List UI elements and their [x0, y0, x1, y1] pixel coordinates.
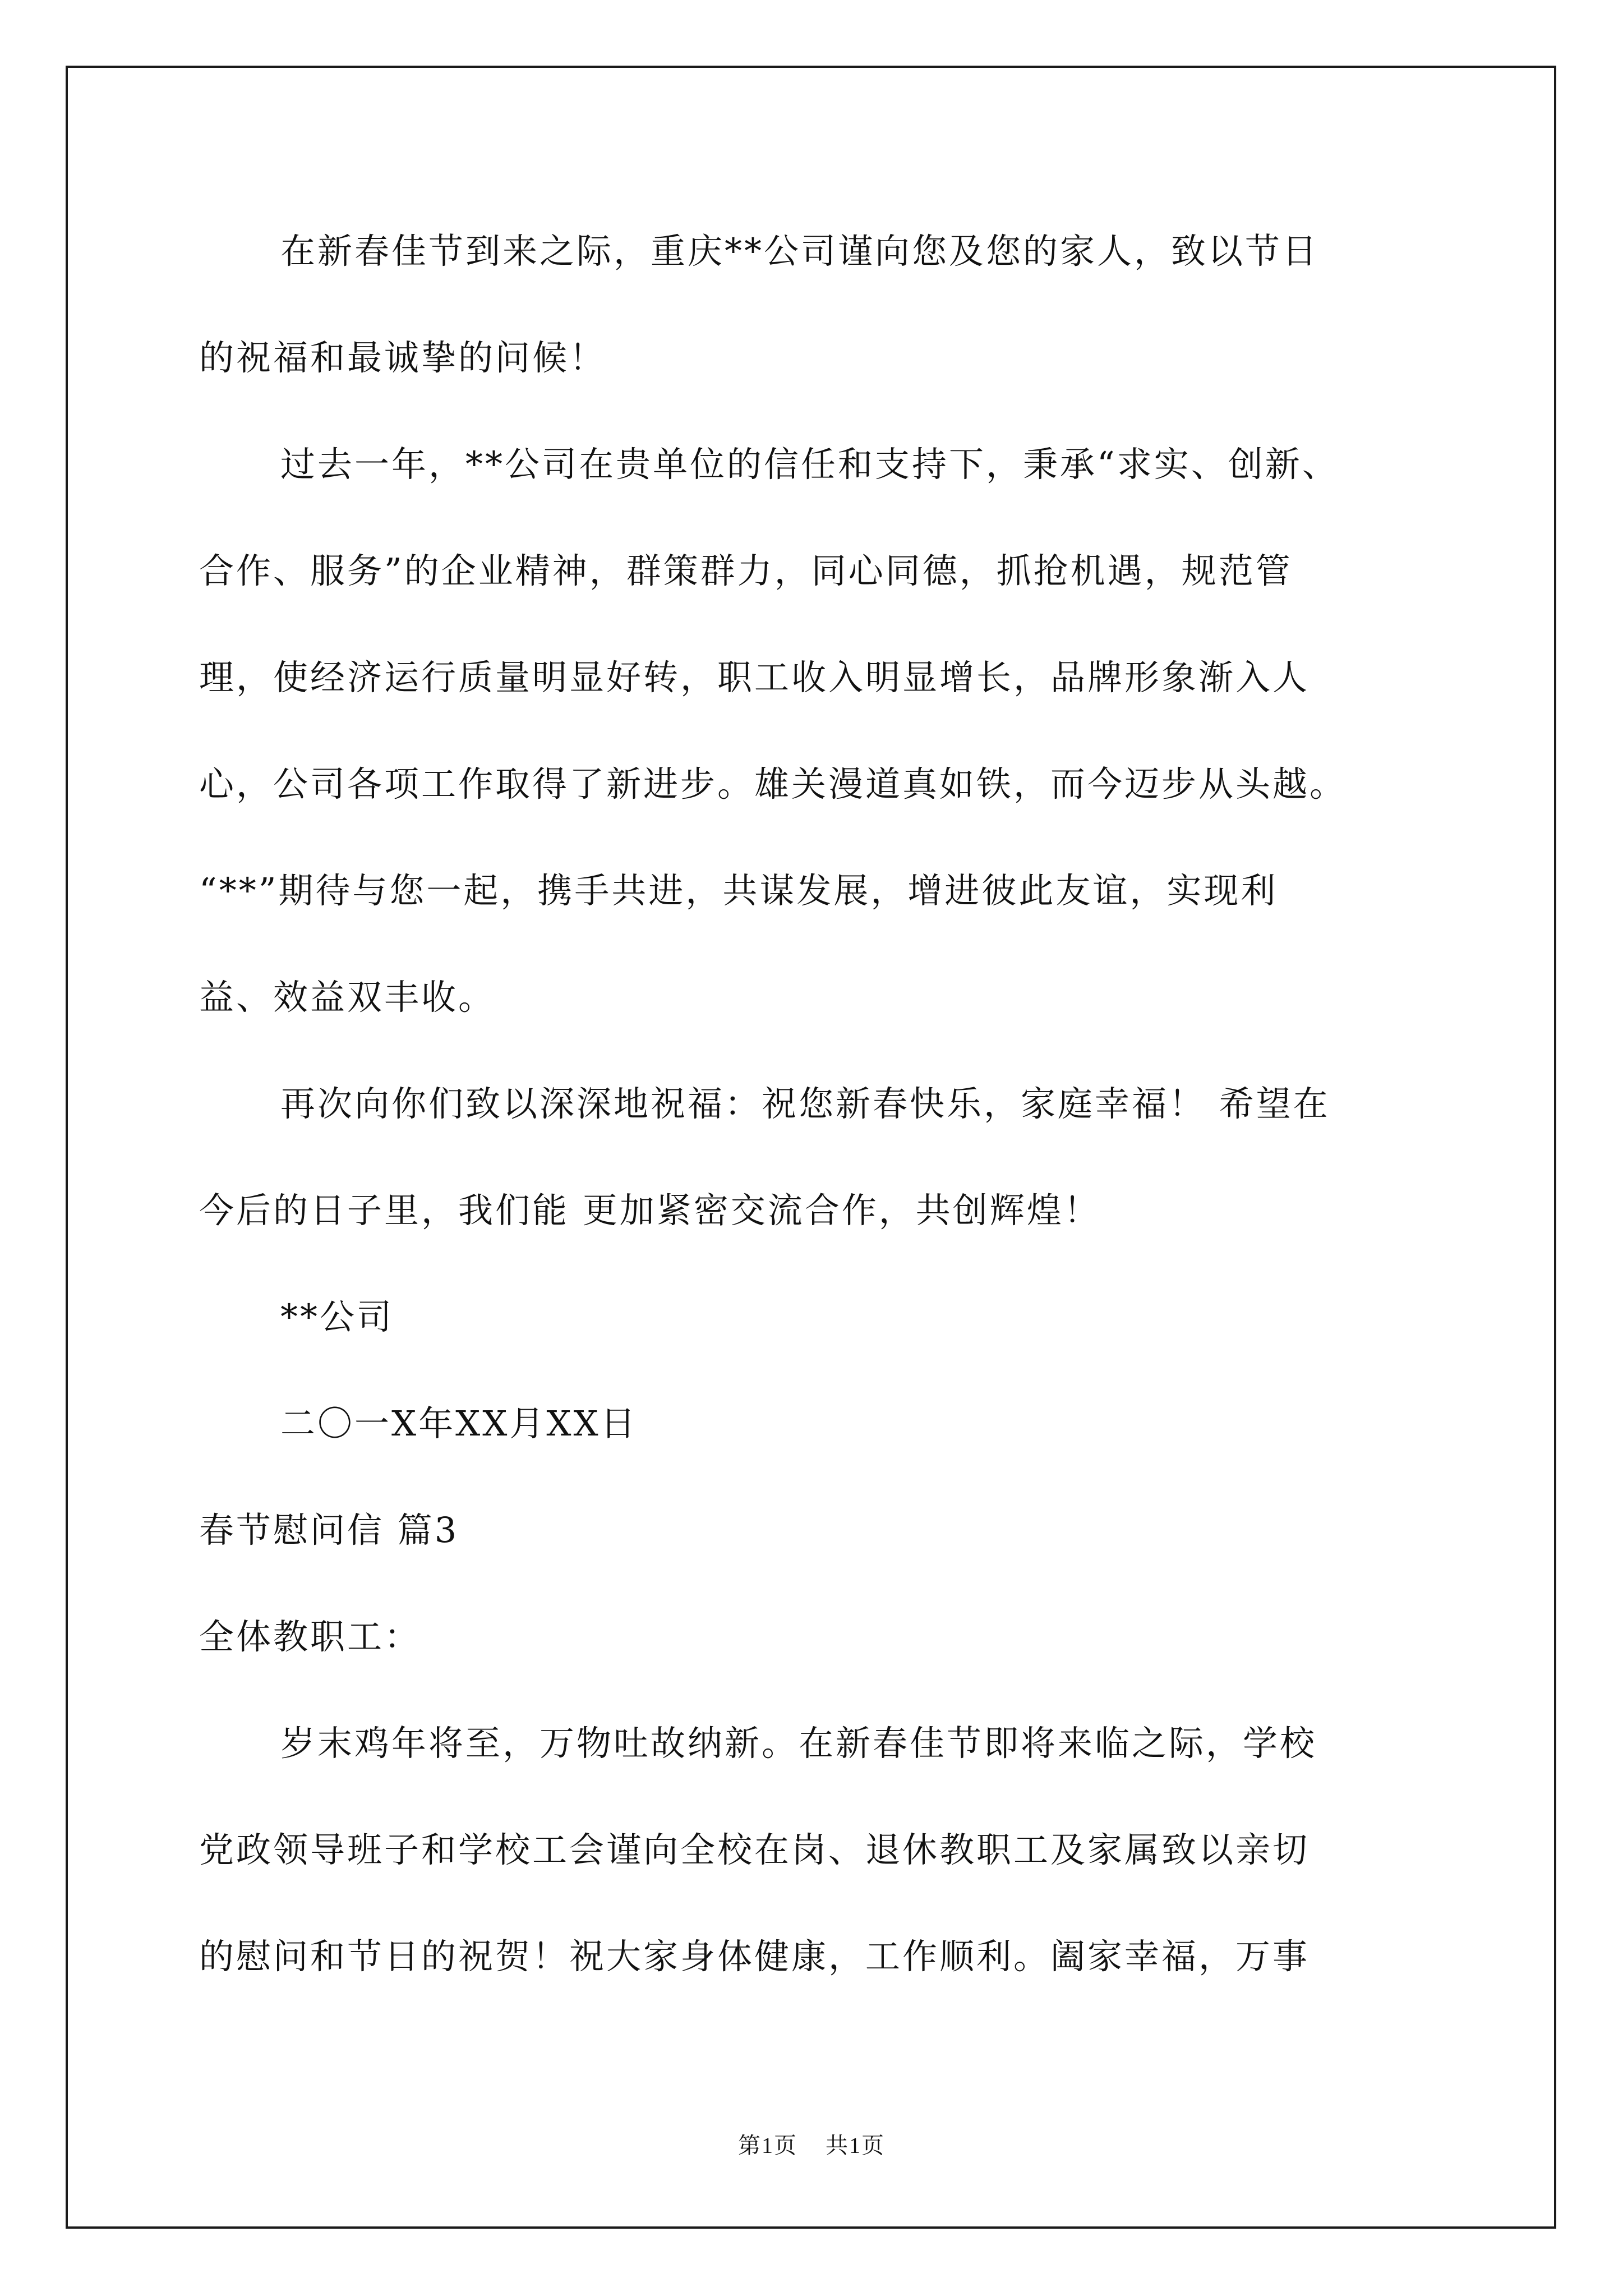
paragraph-1-line-2: 的祝福和最诚挚的问候！ — [199, 337, 607, 378]
page-number: 第1页 — [738, 2133, 797, 2158]
salutation: 全体教职工： — [199, 1616, 422, 1657]
paragraph-3-line-2: 今后的日子里，我们能 更加紧密交流合作，共创辉煌！ — [199, 1190, 1101, 1231]
paragraph-4-line-3: 的慰问和节日的祝贺！祝大家身体健康，工作顺利。阖家幸福，万事 — [199, 1936, 1310, 1977]
signature-company: **公司 — [280, 1296, 394, 1337]
section-heading: 春节慰问信 篇3 — [199, 1510, 459, 1550]
paragraph-2-line-2: 合作、服务”的企业精神，群策群力，同心同德，抓抢机遇，规范管 — [199, 550, 1293, 591]
paragraph-2-line-6: 益、效益双丰收。 — [199, 977, 496, 1018]
paragraph-4-line-1: 岁末鸡年将至，万物吐故纳新。在新春佳节即将来临之际，学校 — [280, 1723, 1317, 1764]
paragraph-3-line-1: 再次向你们致以深深地祝福：祝您新春快乐，家庭幸福！ 希望在 — [280, 1083, 1330, 1124]
paragraph-2-line-4: 心，公司各项工作取得了新进步。雄关漫道真如铁，而今迈步从头越。 — [199, 763, 1347, 804]
page-footer — [0, 2132, 1623, 2160]
paragraph-1-line-1: 在新春佳节到来之际，重庆**公司谨向您及您的家人，致以节日 — [280, 231, 1320, 272]
page-border — [66, 66, 1556, 2229]
paragraph-2-line-3: 理，使经济运行质量明显好转，职工收入明显增长，品牌形象渐入人 — [199, 657, 1310, 698]
paragraph-2-line-5: “**”期待与您一起，携手共进，共谋发展，增进彼此友谊，实现利 — [199, 870, 1278, 911]
paragraph-4-line-2: 党政领导班子和学校工会谨向全校在岗、退休教职工及家属致以亲切 — [199, 1829, 1310, 1870]
page-total: 共1页 — [826, 2133, 885, 2158]
paragraph-2-line-1: 过去一年，**公司在贵单位的信任和支持下，秉承“求实、创新、 — [280, 444, 1339, 485]
signature-date: 二〇一X年XX月XX日 — [280, 1403, 638, 1444]
